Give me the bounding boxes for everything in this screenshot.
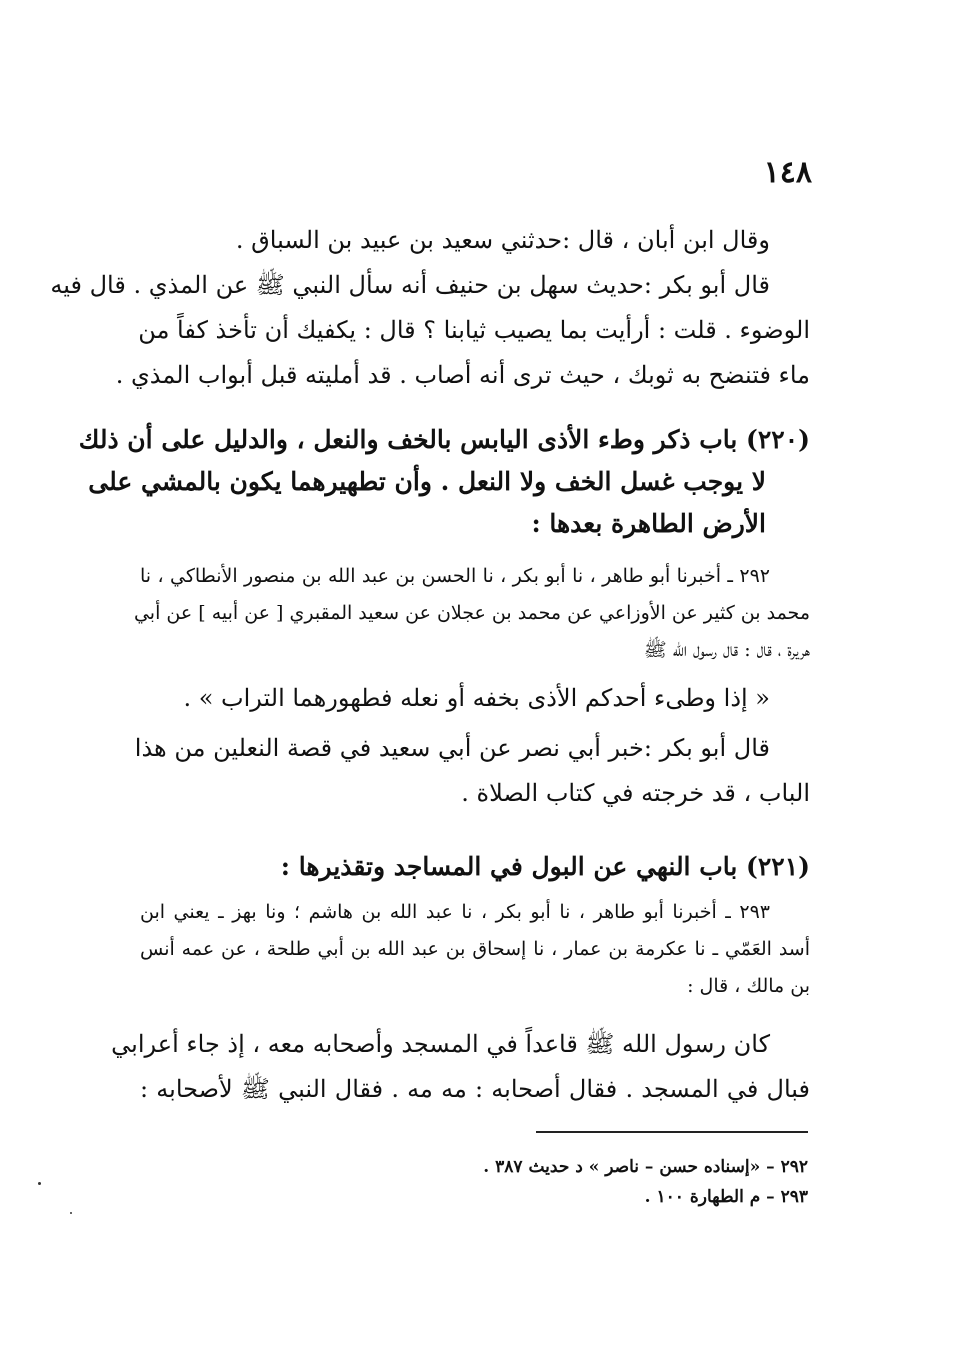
chapter-heading-line: لا يوجب غسل الخف ولا النعل . وأن تطهيرهما يكون بالمشي على <box>88 467 766 496</box>
hadith-292-comment <box>134 726 810 816</box>
footnote-divider <box>536 1131 808 1133</box>
comment-line: قال أبو بكر :خبر أبي نصر عن أبي سعيد في قصة النعلين من هذا <box>134 734 770 762</box>
hadith-293-isnad <box>140 894 810 1005</box>
matn-line: فبال في المسجد . فقال أصحابه : مه مه . فقال النبي ﷺ لأصحابه : <box>140 1075 810 1103</box>
footnote-293: ٢٩٣ – م الطهارة ١٠٠ . <box>644 1187 808 1207</box>
scan-speck <box>38 1182 41 1185</box>
hadith-293-matn <box>111 1022 810 1112</box>
chapter-heading-line: (٢٢٠) باب ذكر وطء الأذى اليابس بالخف والنعل ، والدليل على أن ذلك <box>78 425 810 454</box>
comment-line: الباب ، قد خرجته في كتاب الصلاة . <box>461 779 810 807</box>
chapter-heading-line: (٢٢١) باب النهي عن البول في المساجد وتقذيرها : <box>280 852 810 881</box>
chapter-221-heading <box>140 846 810 888</box>
hadith-292-isnad <box>133 558 810 669</box>
matn-line: « إذا وطىء أحدكم الأذى بخفه أو نعله فطهورهما التراب » . <box>183 684 770 712</box>
intro-line: ماء فتنضح به ثوبك ، حيث ترى أنه أصاب . قد أمليته قبل أبواب المذي . <box>115 361 810 389</box>
intro-line: وقال ابن أبان ، قال :حدثني سعيد بن عبيد بن السباق . <box>235 226 770 254</box>
footnote-292: ٢٩٢ – «إسناده حسن – ناصر » د حديث ٣٨٧ . <box>483 1157 808 1177</box>
isnad-line: أسد العَمّي ـ نا عكرمة بن عمار ، نا إسحاق بن عبد الله بن أبي طلحة ، عن عمه أنس <box>140 938 810 960</box>
chapter-220-heading <box>78 419 810 545</box>
page-number: ١٤٨ <box>763 155 812 190</box>
isnad-line: ٢٩٣ ـ أخبرنا أبو طاهر ، نا أبو بكر ، نا عبد الله بن هاشم ؛ ونا بهز ـ يعني ابن <box>140 901 770 923</box>
matn-line: كان رسول الله ﷺ قاعداً في المسجد وأصحابه معه ، إذ جاء أعرابي <box>111 1030 770 1058</box>
scan-speck <box>70 1212 72 1214</box>
intro-line: قال أبو بكر :حديث سهل بن حنيف أنه سأل النبي ﷺ عن المذي . قال فيه <box>50 271 770 299</box>
intro-line: الوضوء . قلت : أرأيت بما يصيب ثيابنا ؟ قال : يكفيك أن تأخذ كفاً من <box>138 316 810 344</box>
intro-paragraphs <box>50 218 810 398</box>
hadith-292-matn <box>140 676 810 721</box>
isnad-line: ٢٩٢ ـ أخبرنا أبو طاهر ، نا أبو بكر ، نا الحسن بن عبد الله بن منصور الأنطاكي ، نا <box>140 565 770 587</box>
isnad-line: محمد بن كثير عن الأوزاعي عن محمد بن عجلان عن سعيد المقبري [ عن أبيه ] عن أبي <box>133 602 810 624</box>
isnad-line: هريرة ، قال : قال رسول الله ﷺ <box>643 639 810 661</box>
isnad-line: بن مالك ، قال : <box>687 975 810 997</box>
chapter-heading-line: الأرض الطاهرة بعدها : <box>531 509 766 538</box>
footnotes <box>483 1152 808 1212</box>
